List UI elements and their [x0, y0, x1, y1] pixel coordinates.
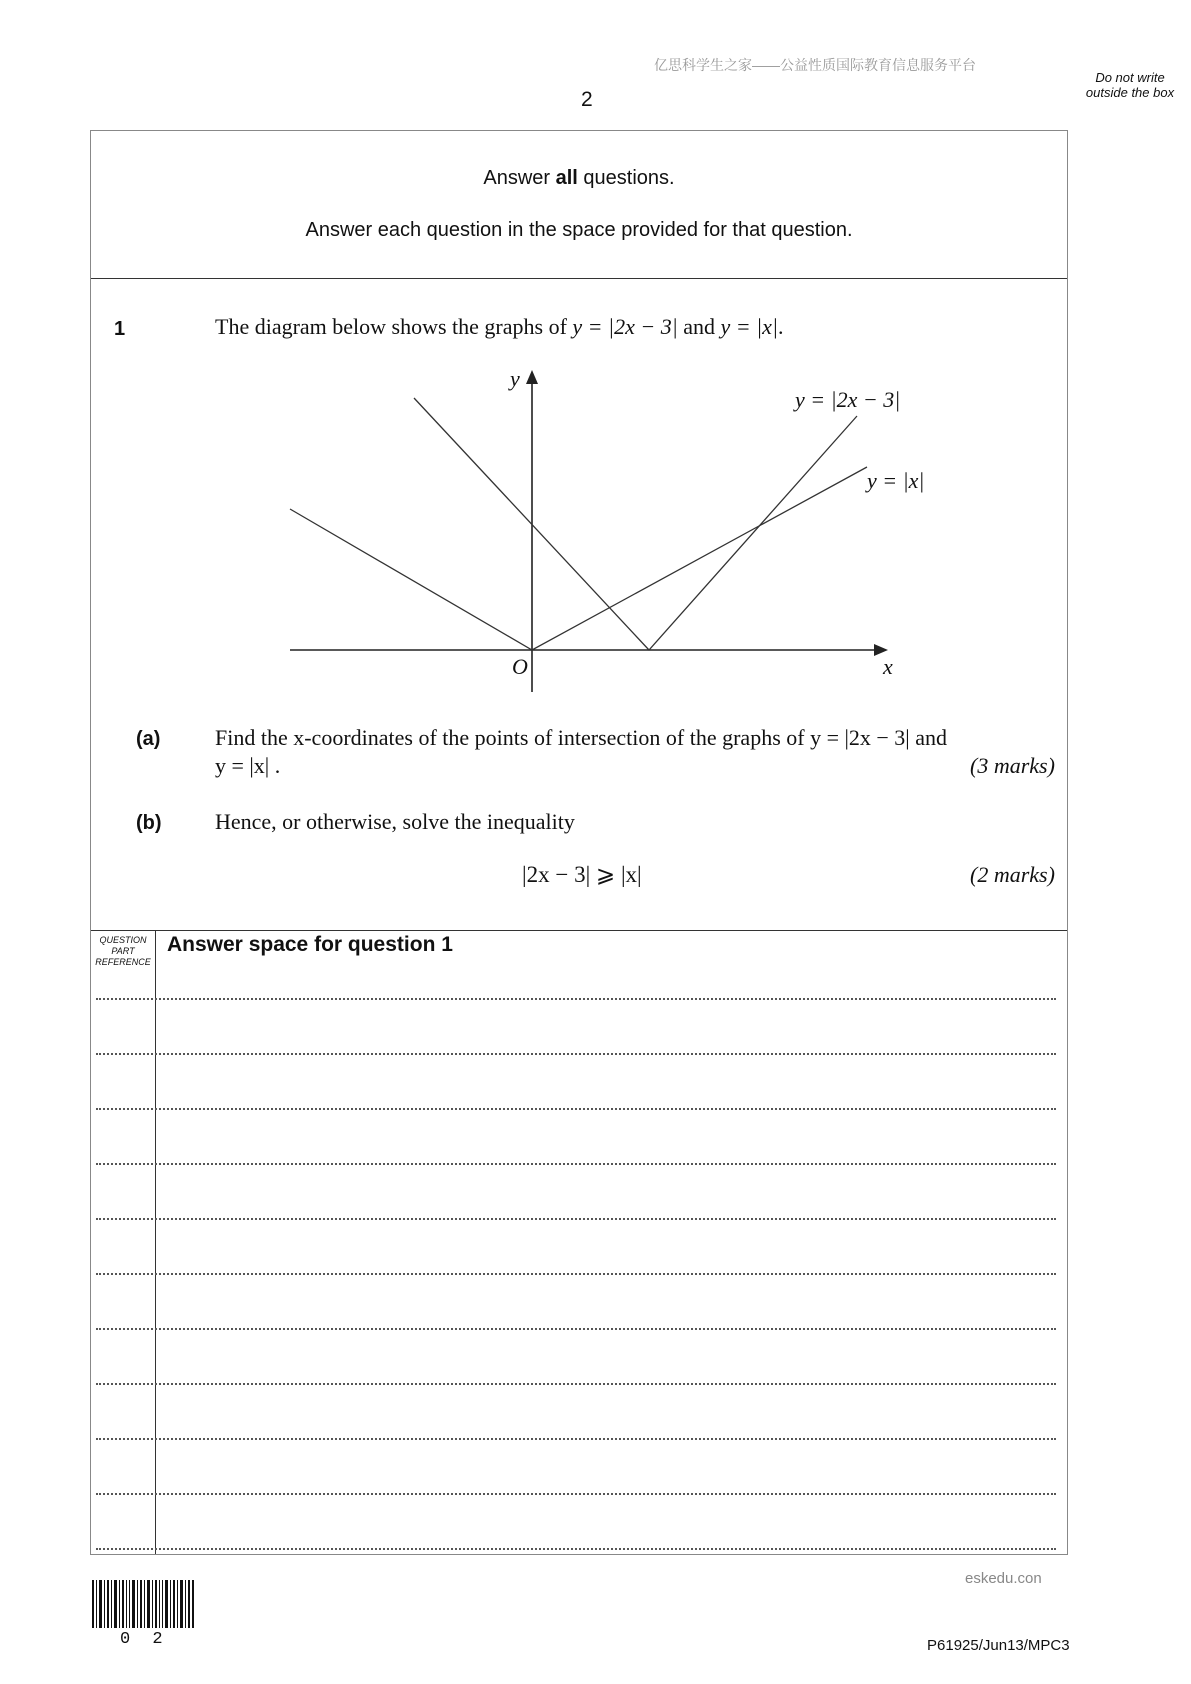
part-a-text-line2: y = |x| . [215, 753, 281, 778]
question-number: 1 [114, 318, 126, 340]
answer-line[interactable] [96, 1163, 1056, 1165]
part-a-text-line1: Find the x-coordinates of the points of intersection of the graphs of y = |2x − 3| and [215, 725, 947, 750]
graph-diagram [280, 360, 960, 700]
answer-line[interactable] [96, 1493, 1056, 1495]
answer-line[interactable] [96, 1328, 1056, 1330]
y-axis-arrow [526, 370, 538, 384]
answer-line[interactable] [96, 998, 1056, 1000]
footer-watermark: eskedu.con [965, 1570, 1042, 1587]
stem-and: and [677, 314, 721, 339]
answer-line[interactable] [96, 1383, 1056, 1385]
curve-abs-2x-minus-3 [414, 398, 857, 650]
instruction-line-2: Answer each question in the space provided for that question. [305, 219, 853, 241]
instruction-post: questions. [577, 167, 675, 189]
answer-line[interactable] [96, 1548, 1056, 1550]
instruction-line-1 [91, 167, 1067, 190]
margin-note: Do not write outside the box [1085, 70, 1175, 100]
answer-line[interactable] [96, 1053, 1056, 1055]
y-axis-label: y [510, 366, 520, 391]
part-b-marks: (2 marks) [970, 862, 1055, 887]
barcode-digits: 0 2 [120, 1630, 169, 1649]
page-number: 2 [581, 88, 593, 111]
curve2-label: y = |x| [867, 468, 925, 493]
instruction-pre: Answer [483, 167, 556, 189]
stem-end: . [778, 314, 784, 339]
part-a-label: (a) [136, 728, 161, 750]
stem-text: The diagram below shows the graphs of [215, 314, 573, 339]
part-a-marks: (3 marks) [970, 753, 1055, 778]
x-axis-label: x [883, 654, 893, 679]
reference-column-rule [155, 931, 156, 1554]
inequality: |2x − 3| ⩾ |x| [522, 862, 642, 887]
curve-abs-x [290, 467, 867, 650]
answer-line[interactable] [96, 1438, 1056, 1440]
header-watermark: 亿思科学生之家——公益性质国际教育信息服务平台 [654, 57, 976, 73]
part-b-label: (b) [136, 812, 162, 834]
answer-line[interactable] [96, 1273, 1056, 1275]
answer-line[interactable] [96, 1108, 1056, 1110]
origin-label: O [512, 654, 528, 679]
part-b-text: Hence, or otherwise, solve the inequality [215, 809, 575, 834]
barcode-icon [92, 1580, 194, 1628]
equation-1: y = |2x − 3| [572, 314, 678, 339]
question-part-reference-label: QUESTION PART REFERENCE [95, 935, 151, 967]
equation-2: y = |x| [720, 314, 778, 339]
answer-space-divider [91, 930, 1067, 931]
answer-line[interactable] [96, 1218, 1056, 1220]
question-frame [90, 130, 1068, 1555]
instruction-bold: all [555, 167, 578, 189]
question-stem [215, 314, 784, 340]
instructions-box [91, 131, 1067, 279]
curve1-label: y = |2x − 3| [795, 387, 901, 412]
paper-code: P61925/Jun13/MPC3 [927, 1637, 1070, 1654]
answer-space-title: Answer space for question 1 [167, 933, 453, 956]
